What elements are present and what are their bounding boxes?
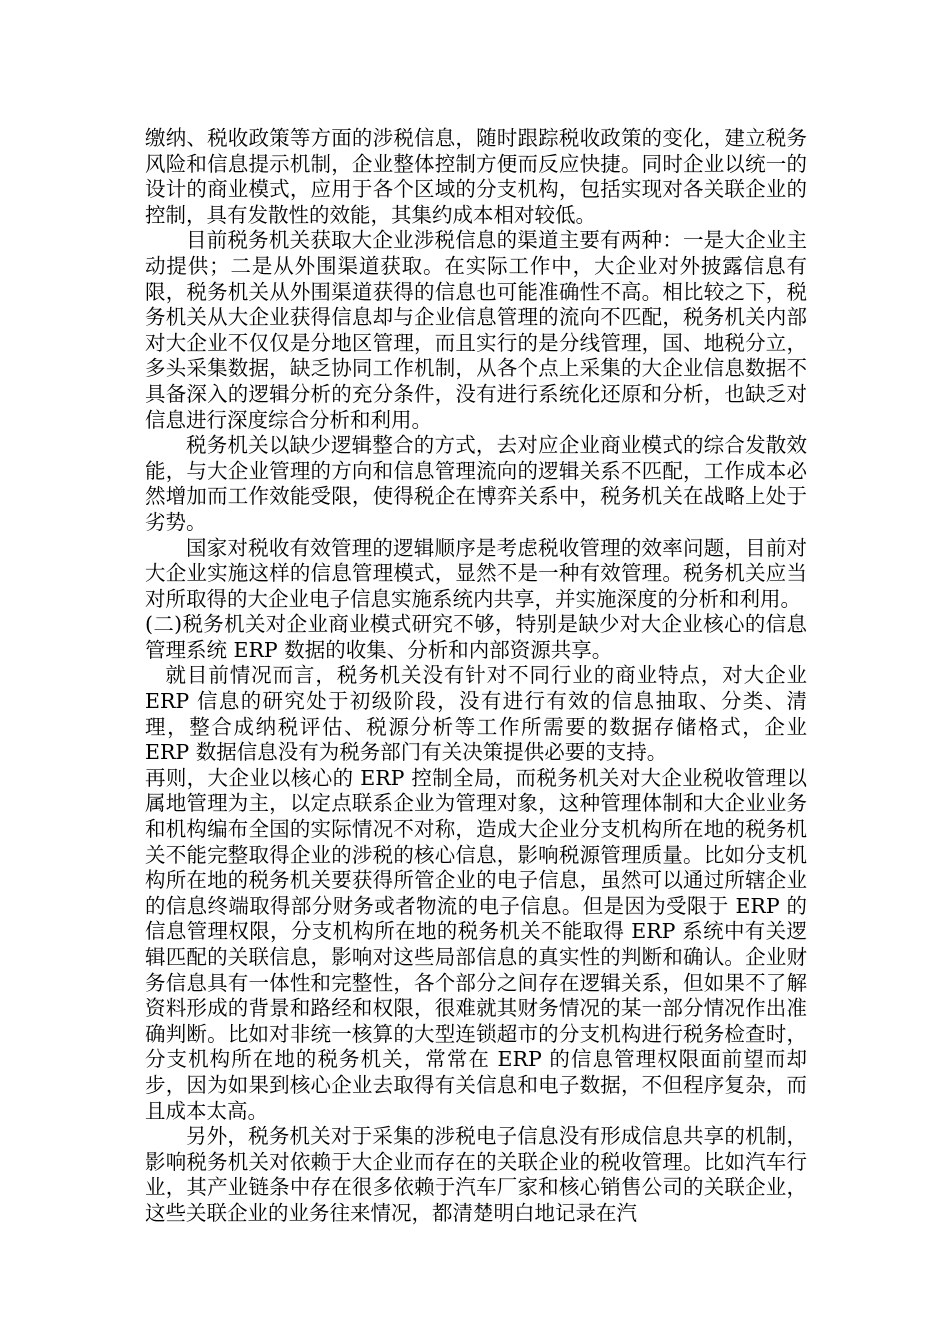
paragraph-1: 缴纳、税收政策等方面的涉税信息，随时跟踪税收政策的变化，建立税务风险和信息提示机制，企业整体控制方便而反应快捷。同时企业以统一的设计的商业模式，应用于各个区域的分支机构，包括实现对各关联企业的控制，具有发散性的效能，其集约成本相对较低。 [145,126,807,227]
paragraph-4: 国家对税收有效管理的逻辑顺序是考虑税收管理的效率问题，目前对大企业实施这样的信息管理模式，显然不是一种有效管理。税务机关应当对所取得的大企业电子信息实施系统内共享，并实施深度的分析和利用。 [145,535,807,611]
paragraph-2: 目前税务机关获取大企业涉税信息的渠道主要有两种：一是大企业主动提供；二是从外围渠道获取。在实际工作中，大企业对外披露信息有限，税务机关从外围渠道获得的信息也可能准确性不高。相比较之下，税务机关从大企业获得信息却与企业信息管理的流向不匹配，税务机关内部对大企业不仅仅是分地区管理，而且实行的是分线管理，国、地税分立，多头采集数据，缺乏协同工作机制，从各个点上采集的大企业信息数据不具备深入的逻辑分析的充分条件，没有进行系统化还原和分析，也缺乏对信息进行深度综合分析和利用。 [145,228,807,432]
document-page [145,126,807,1227]
paragraph-5: 就目前情况而言，税务机关没有针对不同行业的商业特点，对大企业 ERP 信息的研究处于初级阶段，没有进行有效的信息抽取、分类、清理，整合成纳税评估、税源分析等工作所需要的数据存储格式，企业 ERP 数据信息没有为税务部门有关决策提供必要的支持。 [145,663,807,765]
section-heading: (二)税务机关对企业商业模式研究不够，特别是缺少对大企业核心的信息管理系统 ERP 数据的收集、分析和内部资源共享。 [145,612,807,662]
paragraph-3: 税务机关以缺少逻辑整合的方式，去对应企业商业模式的综合发散效能，与大企业管理的方向和信息管理流向的逻辑关系不匹配，工作成本必然增加而工作效能受限，使得税企在博弈关系中，税务机关在战略上处于劣势。 [145,433,807,534]
paragraph-6: 再则，大企业以核心的 ERP 控制全局，而税务机关对大企业税收管理以属地管理为主，以定点联系企业为管理对象，这种管理体制和大企业业务和机构编布全国的实际情况不对称，造成大企业分支机构所在地的税务机关不能完整取得企业的涉税的核心信息，影响税源管理质量。比如分支机构所在地的税务机关要获得所管企业的电子信息，虽然可以通过所辖企业的信息终端取得部分财务或者物流的电子信息。但是因为受限于 ERP 的信息管理权限，分支机构所在地的税务机关不能取得 ERP 系统中有关逻辑匹配的关联信息，影响对这些局部信息的真实性的判断和确认。企业财务信息具有一体性和完整性，各个部分之间存在逻辑关系，但如果不了解资料形成的背景和路经和权限，很难就其财务情况的某一部分情况作出准确判断。比如对非统一核算的大型连锁超市的分支机构进行税务检查时，分支机构所在地的税务机关，常常在 ERP 的信息管理权限面前望而却步，因为如果到核心企业去取得有关信息和电子数据，不但程序复杂，而且成本太高。 [145,765,807,1123]
paragraph-7: 另外，税务机关对于采集的涉税电子信息没有形成信息共享的机制，影响税务机关对依赖于大企业而存在的关联企业的税收管理。比如汽车行业，其产业链条中存在很多依赖于汽车厂家和核心销售公司的关联企业，这些关联企业的业务往来情况，都清楚明白地记录在汽 [145,1124,807,1225]
